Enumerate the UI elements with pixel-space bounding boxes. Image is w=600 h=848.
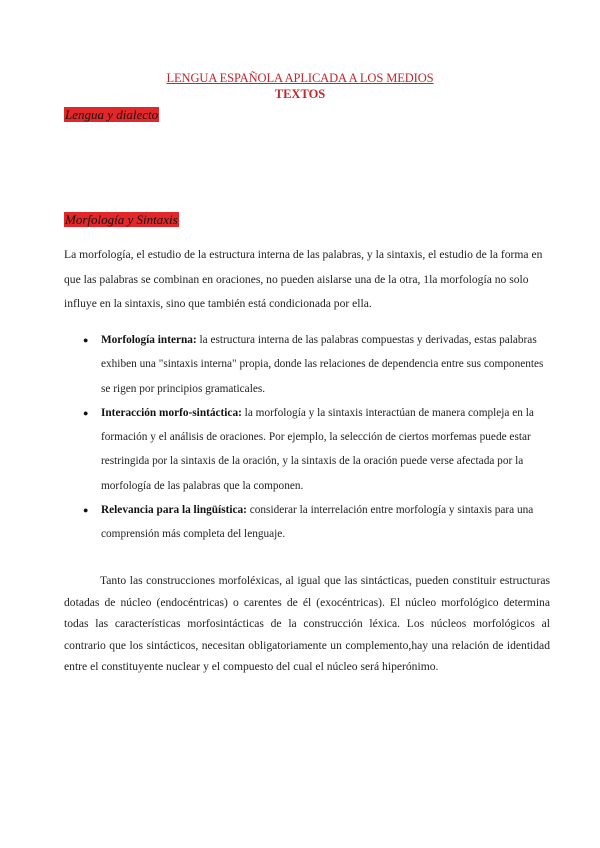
document-subtitle: TEXTOS — [274, 87, 326, 101]
bullet-text: la estructura interna de las palabras compuestas y derivadas, estas palabras exhiben una "sintaxis interna" propia, donde las relaciones de dependencia entre sus componentes se rigen por principios gramaticales. — [101, 334, 544, 395]
bullet-term: Morfología interna: — [101, 334, 197, 346]
section-heading-lengua-dialecto: Lengua y dialecto — [65, 107, 159, 122]
intro-paragraph: La morfología, el estudio de la estructura interna de las palabras, y la sintaxis, el estudio de la forma en que las palabras se combinan en oraciones, no pueden aislarse una de la otra, 1la morfología no solo influye en la sintaxis, sino que también está condicionada por ella. — [64, 248, 543, 310]
bullet-icon: ● — [83, 505, 89, 516]
bullet-term: Relevancia para la lingüística: — [101, 504, 247, 517]
bullet-text: considerar la interrelación entre morfología y sintaxis para una comprensión más completa del lenguaje. — [101, 504, 534, 541]
closing-paragraph: Tanto las construcciones morfoléxicas, al igual que las sintácticas, pueden constituir estructuras dotadas de núcleo (endocéntricas) o carentes de él (exocéntricas). El núcleo morfológico determina todas las características morfosintácticas de la construcción léxica. Los núcleos morfológicos al contrario que los sintácticos, necesitan obligatoriamente un complemento,hay una relación de identidad entre el constituyente nuclear y el compuesto del cual el núcleo será hiperónimo. — [64, 574, 550, 674]
bullet-text: la morfología y la sintaxis interactúan de manera compleja en la formación y el análisis de oraciones. Por ejemplo, la selección de ciertos morfemas puede estar restringida por la sintaxis de la oración, y la sintaxis de la oración puede verse afectada por la morfología de las palabras que la componen. — [101, 406, 534, 492]
bullet-icon: ● — [83, 407, 89, 418]
list-item — [64, 401, 550, 498]
bullet-term: Interacción morfo-sintáctica: — [101, 406, 242, 419]
bullet-icon: ● — [83, 335, 89, 345]
bullet-list — [64, 328, 550, 547]
list-item — [64, 498, 550, 547]
section-heading-morfologia-sintaxis: Morfología y Sintaxis — [65, 212, 178, 227]
list-item — [64, 328, 550, 401]
document-title: LENGUA ESPAÑOLA APLICADA A LOS MEDIOS — [166, 71, 434, 85]
